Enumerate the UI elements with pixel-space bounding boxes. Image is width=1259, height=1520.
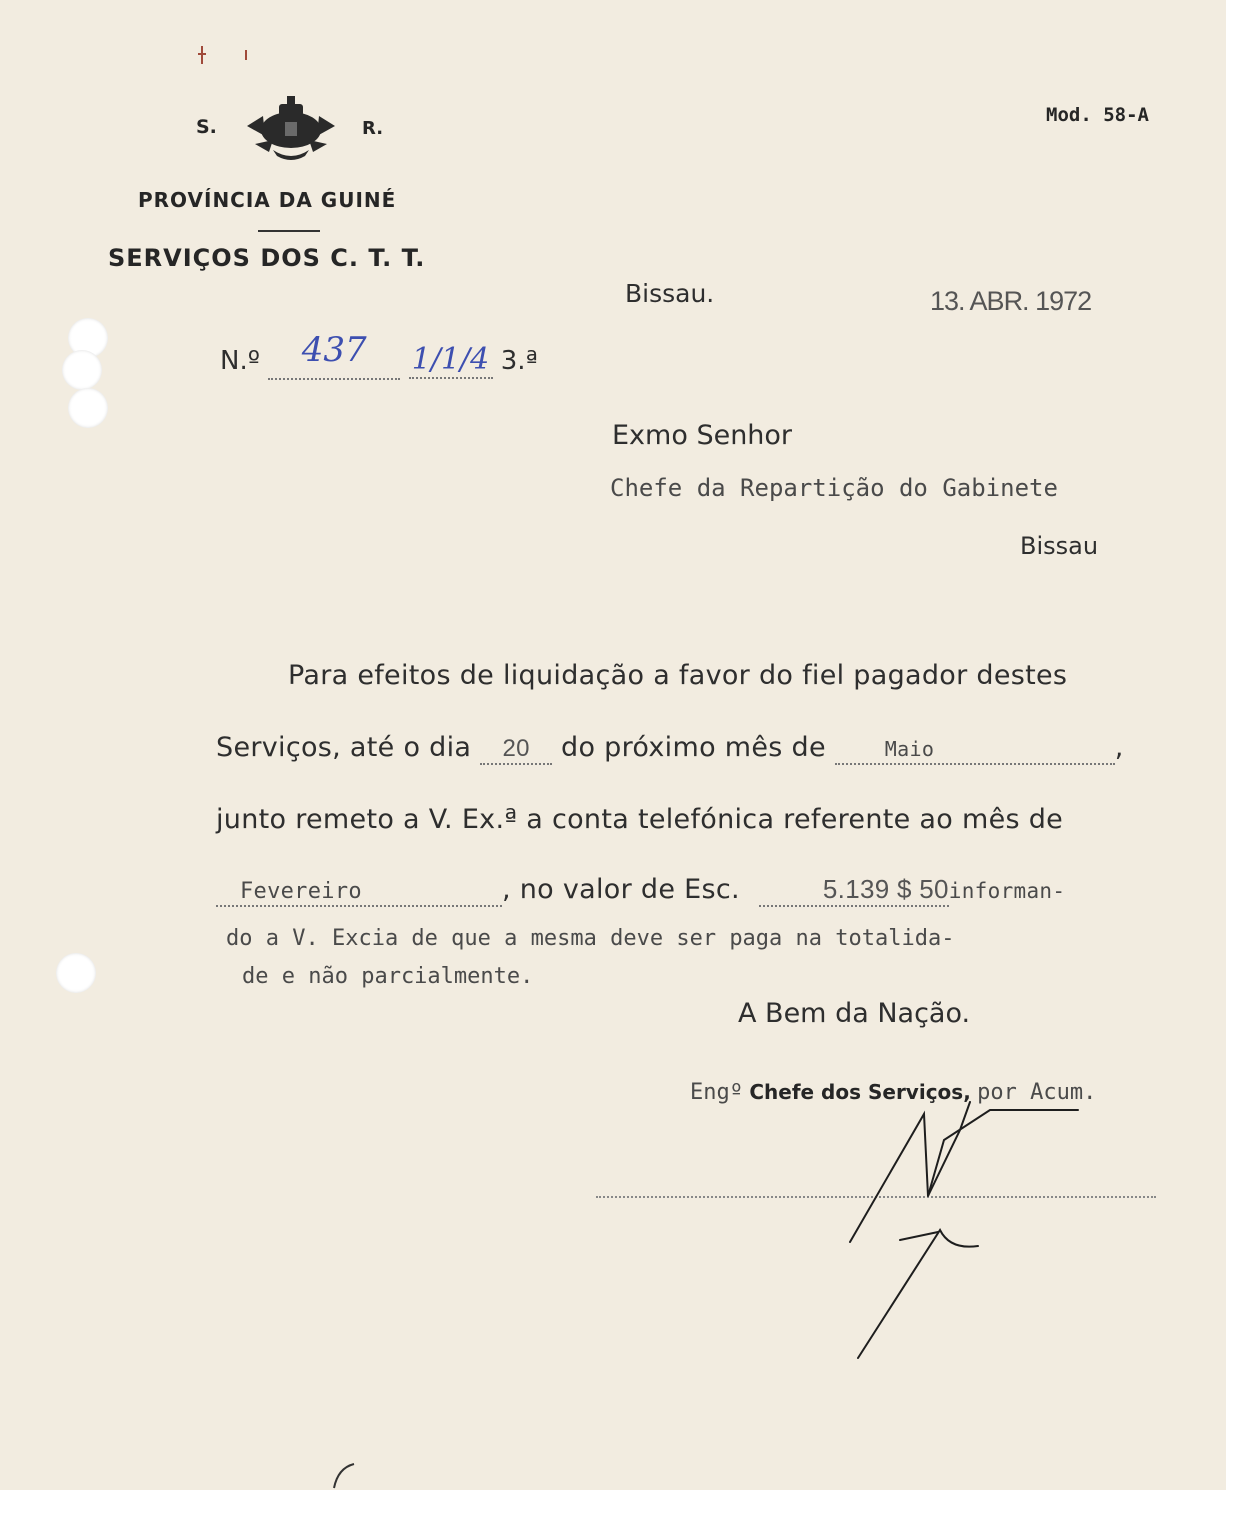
typed-continuation-1: informan- <box>948 879 1066 903</box>
ref-month-value: Fevereiro <box>240 879 362 904</box>
sign-suffix: por Acum. <box>977 1080 1097 1105</box>
addressee-city: Bissau <box>1020 532 1099 560</box>
body-line-4 <box>216 874 1065 907</box>
punch-hole <box>62 350 102 390</box>
heading-divider <box>258 230 320 232</box>
letterhead-r: R. <box>362 118 384 139</box>
body-line-1: Para efeitos de liquidação a favor do fiel pagador destes <box>288 660 1068 691</box>
salutation: Exmo Senhor <box>612 420 793 451</box>
reference-label: N.º <box>220 346 260 376</box>
sign-prefix: Engº <box>690 1080 743 1105</box>
closing-formula: A Bem da Nação. <box>738 998 971 1029</box>
typed-continuation-2: do a V. Excia de que a mesma deve ser paga na totalida- <box>226 926 955 951</box>
day-field <box>480 732 552 765</box>
amount-value: 5.139 $ 50 <box>822 874 949 904</box>
punch-hole <box>56 953 96 993</box>
body-line-2-suffix: , <box>1114 732 1124 763</box>
pencil-mark <box>330 1460 360 1490</box>
punch-hole <box>68 388 108 428</box>
body-line-2-prefix: Serviços, até o dia <box>216 732 472 763</box>
handwritten-signature <box>840 1100 1100 1370</box>
services-heading: SERVIÇOS DOS C. T. T. <box>108 244 426 272</box>
reference-code-field <box>409 342 493 379</box>
amount-field <box>759 874 949 907</box>
reference-suffix: 3.ª <box>500 346 538 376</box>
body-line-2-mid: do próximo mês de <box>561 732 826 763</box>
addressee-title: Chefe da Repartição do Gabinete <box>610 474 1058 502</box>
typed-continuation-3: de e não parcialmente. <box>242 964 534 989</box>
reference-number-field <box>268 330 400 380</box>
model-number: Mod. 58-A <box>1046 104 1149 126</box>
body-line-3: junto remeto a V. Ex.ª a conta telefónica referente ao mês de <box>216 804 1064 835</box>
handwritten-number: 437 <box>301 330 367 370</box>
next-month-value: Maio <box>884 737 935 761</box>
body-line-4-mid: , no valor de Esc. <box>502 874 740 905</box>
pencil-ticks <box>194 40 254 80</box>
next-month-field <box>835 732 1115 765</box>
signatory-title: Chefe dos Serviços, <box>749 1080 971 1104</box>
handwritten-code: 1/1/4 <box>411 342 490 377</box>
body-line-2 <box>216 732 1124 765</box>
day-value: 20 <box>502 735 530 762</box>
reference-number <box>220 330 538 380</box>
coat-of-arms-icon <box>243 92 339 164</box>
ref-month-field <box>216 874 502 907</box>
letterhead-s: S. <box>196 116 217 138</box>
place-label: Bissau. <box>625 279 715 308</box>
date-stamp: 13. ABR. 1972 <box>930 286 1092 316</box>
province-heading: PROVÍNCIA DA GUINÉ <box>138 188 397 212</box>
